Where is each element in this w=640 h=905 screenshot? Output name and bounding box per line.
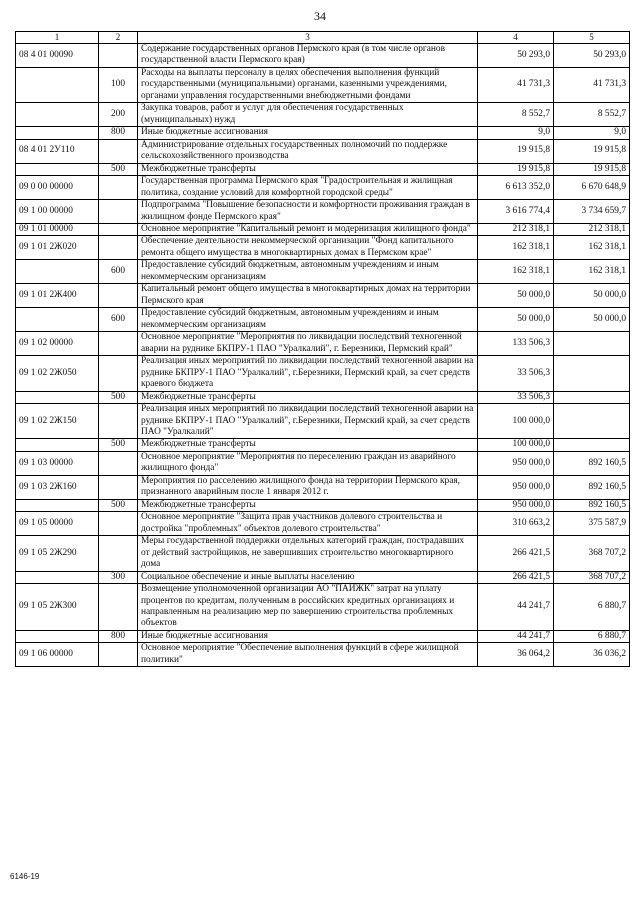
row-code (16, 260, 99, 284)
row-name: Межбюджетные трансферты (138, 499, 478, 511)
row-value-col5: 50 000,0 (554, 308, 630, 332)
column-header-1: 1 (16, 32, 99, 44)
row-name: Основное мероприятие "Защита прав участников долевого строительства и достройка "проблемных" объектов долевого строительства" (138, 512, 478, 536)
row-code (16, 103, 99, 127)
row-value-col4: 3 616 774,4 (478, 200, 554, 224)
row-name: Межбюджетные трансферты (138, 391, 478, 403)
row-value-col4: 162 318,1 (478, 260, 554, 284)
row-name: Иные бюджетные ассигнования (138, 630, 478, 642)
row-expense-type: 800 (99, 127, 138, 139)
row-value-col5: 8 552,7 (554, 103, 630, 127)
row-value-col4: 212 318,1 (478, 224, 554, 236)
table-row (16, 103, 630, 127)
row-expense-type: 100 (99, 67, 138, 102)
row-name: Основное мероприятие "Мероприятия по переселению граждан из аварийного жилищного фонда" (138, 451, 478, 475)
row-value-col4: 33 506,3 (478, 391, 554, 403)
row-expense-type (99, 284, 138, 308)
row-expense-type (99, 200, 138, 224)
row-value-col5 (554, 332, 630, 356)
row-value-col4: 19 915,8 (478, 163, 554, 175)
row-name: Капитальный ремонт общего имущества в многоквартирных домах на территории Пермского края (138, 284, 478, 308)
row-value-col4: 162 318,1 (478, 236, 554, 260)
column-header-2: 2 (99, 32, 138, 44)
row-expense-type: 800 (99, 630, 138, 642)
row-value-col4: 44 241,7 (478, 584, 554, 631)
row-expense-type (99, 332, 138, 356)
row-expense-type (99, 404, 138, 439)
row-value-col5: 6 670 648,9 (554, 176, 630, 200)
row-value-col5 (554, 404, 630, 439)
table-row (16, 332, 630, 356)
row-expense-type (99, 475, 138, 499)
row-expense-type (99, 139, 138, 163)
row-expense-type: 600 (99, 308, 138, 332)
column-header-5: 5 (554, 32, 630, 44)
row-value-col5: 368 707,2 (554, 571, 630, 583)
table-row (16, 200, 630, 224)
table-row (16, 630, 630, 642)
table-row (16, 43, 630, 67)
row-expense-type: 500 (99, 163, 138, 175)
row-name: Основное мероприятие "Капитальный ремонт и модернизация жилищного фонда" (138, 224, 478, 236)
row-name: Основное мероприятие "Мероприятия по ликвидации последствий техногенной аварии на руднике БКПРУ-1 ПАО "Уралкалий", г. Березники, Пермский край" (138, 332, 478, 356)
row-value-col5: 50 000,0 (554, 284, 630, 308)
row-name: Межбюджетные трансферты (138, 439, 478, 451)
table-row (16, 163, 630, 175)
table-row (16, 224, 630, 236)
row-value-col4: 950 000,0 (478, 499, 554, 511)
row-value-col4: 9,0 (478, 127, 554, 139)
row-value-col5 (554, 439, 630, 451)
row-value-col5: 9,0 (554, 127, 630, 139)
row-expense-type: 500 (99, 439, 138, 451)
row-value-col4: 50 000,0 (478, 308, 554, 332)
row-code: 09 1 05 2Ж300 (16, 584, 99, 631)
row-code (16, 499, 99, 511)
row-value-col5 (554, 356, 630, 391)
row-expense-type (99, 643, 138, 667)
row-value-col4: 41 731,3 (478, 67, 554, 102)
row-value-col4: 950 000,0 (478, 475, 554, 499)
footer-code: 6146-19 (10, 872, 40, 881)
row-code (16, 439, 99, 451)
row-value-col4: 19 915,8 (478, 139, 554, 163)
row-name: Меры государственной поддержки отдельных категорий граждан, пострадавших от действий застройщиков, не завершивших строительство многоквартирного дома (138, 536, 478, 571)
row-code (16, 163, 99, 175)
row-value-col5: 6 880,7 (554, 630, 630, 642)
row-code: 09 1 05 2Ж290 (16, 536, 99, 571)
table-row (16, 308, 630, 332)
row-name: Реализация иных мероприятий по ликвидации последствий техногенной аварии на руднике БКПРУ-1 ПАО "Уралкалий", г.Березники, Пермский край, за счет средств ПАО "Уралкалий" (138, 404, 478, 439)
row-value-col4: 266 421,5 (478, 536, 554, 571)
row-expense-type (99, 43, 138, 67)
table-row (16, 356, 630, 391)
row-expense-type: 500 (99, 391, 138, 403)
row-code (16, 571, 99, 583)
row-value-col5: 162 318,1 (554, 260, 630, 284)
row-value-col5: 212 318,1 (554, 224, 630, 236)
row-name: Администрирование отдельных государственных полномочий по поддержке сельскохозяйственного производства (138, 139, 478, 163)
page-number: 34 (314, 9, 326, 23)
row-expense-type (99, 356, 138, 391)
row-expense-type: 200 (99, 103, 138, 127)
row-code: 09 1 01 2Ж020 (16, 236, 99, 260)
budget-table (15, 31, 630, 667)
row-name: Обеспечение деятельности некоммерческой организации "Фонд капитального ремонта общего имущества в многоквартирных домах в Пермском крае" (138, 236, 478, 260)
row-code: 09 1 02 00000 (16, 332, 99, 356)
table-row (16, 176, 630, 200)
row-name: Основное мероприятие "Обеспечение выполнения функций в сфере жилищной политики" (138, 643, 478, 667)
row-value-col5: 50 293,0 (554, 43, 630, 67)
row-name: Предоставление субсидий бюджетным, автономным учреждениям и иным некоммерческим организациям (138, 260, 478, 284)
row-value-col4: 133 506,3 (478, 332, 554, 356)
table-row (16, 139, 630, 163)
row-value-col5: 3 734 659,7 (554, 200, 630, 224)
table-row (16, 284, 630, 308)
column-header-3: 3 (138, 32, 478, 44)
row-code: 09 1 05 00000 (16, 512, 99, 536)
row-value-col4: 950 000,0 (478, 451, 554, 475)
row-name: Расходы на выплаты персоналу в целях обеспечения выполнения функций государственными (муниципальными) органами, казенными учреждениями, органами управления государственными внебюджетными фондами (138, 67, 478, 102)
table-row (16, 260, 630, 284)
row-expense-type (99, 584, 138, 631)
row-value-col5: 368 707,2 (554, 536, 630, 571)
table-row (16, 127, 630, 139)
row-value-col4: 6 613 352,0 (478, 176, 554, 200)
row-expense-type: 600 (99, 260, 138, 284)
table-row (16, 404, 630, 439)
row-name: Социальное обеспечение и иные выплаты населению (138, 571, 478, 583)
row-name: Межбюджетные трансферты (138, 163, 478, 175)
row-name: Закупка товаров, работ и услуг для обеспечения государственных (муниципальных) нужд (138, 103, 478, 127)
row-code (16, 391, 99, 403)
row-expense-type: 300 (99, 571, 138, 583)
row-value-col4: 44 241,7 (478, 630, 554, 642)
row-code: 09 1 06 00000 (16, 643, 99, 667)
row-expense-type (99, 236, 138, 260)
table-row (16, 643, 630, 667)
table-body (16, 43, 630, 666)
row-expense-type (99, 512, 138, 536)
row-code: 09 0 00 00000 (16, 176, 99, 200)
table-row (16, 439, 630, 451)
row-value-col4: 36 064,2 (478, 643, 554, 667)
row-code: 09 1 02 2Ж050 (16, 356, 99, 391)
row-name: Возмещение уполномоченной организации АО "ПАИЖК" затрат на уплату процентов по кредитам, полученным в российских кредитных организациях и направленным на реализацию мер по завершению строительства проблемных объектов (138, 584, 478, 631)
row-code: 09 1 02 2Ж150 (16, 404, 99, 439)
column-header-4: 4 (478, 32, 554, 44)
row-value-col4: 33 506,3 (478, 356, 554, 391)
row-value-col4: 100 000,0 (478, 439, 554, 451)
row-name: Иные бюджетные ассигнования (138, 127, 478, 139)
row-expense-type (99, 451, 138, 475)
row-code: 09 1 03 00000 (16, 451, 99, 475)
row-value-col4: 310 663,2 (478, 512, 554, 536)
row-name: Реализация иных мероприятий по ликвидации последствий техногенной аварии на руднике БКПРУ-1 ПАО "Уралкалий", г.Березники, Пермский край, за счет средств краевого бюджета (138, 356, 478, 391)
table-row (16, 475, 630, 499)
row-code (16, 630, 99, 642)
table-row (16, 536, 630, 571)
column-number-row (16, 32, 630, 44)
row-name: Подпрограмма "Повышение безопасности и комфортности проживания граждан в жилищном фонде Пермского края" (138, 200, 478, 224)
row-code (16, 308, 99, 332)
row-expense-type: 500 (99, 499, 138, 511)
row-expense-type (99, 536, 138, 571)
table-row (16, 67, 630, 102)
row-code: 08 4 01 2У110 (16, 139, 99, 163)
row-name: Предоставление субсидий бюджетным, автономным учреждениям и иным некоммерческим организациям (138, 308, 478, 332)
row-value-col5: 41 731,3 (554, 67, 630, 102)
row-code: 09 1 00 00000 (16, 200, 99, 224)
row-value-col5: 375 587,9 (554, 512, 630, 536)
row-value-col5: 162 318,1 (554, 236, 630, 260)
table-row (16, 451, 630, 475)
row-value-col5: 6 880,7 (554, 584, 630, 631)
row-name: Мероприятия по расселению жилищного фонда на территории Пермского края, признанного аварийным после 1 января 2012 г. (138, 475, 478, 499)
row-value-col5: 36 036,2 (554, 643, 630, 667)
table-row (16, 236, 630, 260)
row-value-col5: 19 915,8 (554, 139, 630, 163)
row-value-col4: 50 000,0 (478, 284, 554, 308)
row-code: 08 4 01 00090 (16, 43, 99, 67)
row-value-col4: 100 000,0 (478, 404, 554, 439)
row-expense-type (99, 224, 138, 236)
row-value-col4: 50 293,0 (478, 43, 554, 67)
row-code: 09 1 01 2Ж400 (16, 284, 99, 308)
table-row (16, 571, 630, 583)
row-code (16, 67, 99, 102)
row-value-col5: 19 915,8 (554, 163, 630, 175)
table-row (16, 499, 630, 511)
row-code: 09 1 01 00000 (16, 224, 99, 236)
table-row (16, 584, 630, 631)
row-expense-type (99, 176, 138, 200)
table-row (16, 391, 630, 403)
row-value-col5: 892 160,5 (554, 499, 630, 511)
row-code (16, 127, 99, 139)
row-value-col5 (554, 391, 630, 403)
table-row (16, 512, 630, 536)
row-code: 09 1 03 2Ж160 (16, 475, 99, 499)
row-value-col4: 266 421,5 (478, 571, 554, 583)
row-name: Государственная программа Пермского края "Градостроительная и жилищная политика, создание условий для комфортной городской среды" (138, 176, 478, 200)
row-value-col5: 892 160,5 (554, 475, 630, 499)
row-value-col5: 892 160,5 (554, 451, 630, 475)
row-value-col4: 8 552,7 (478, 103, 554, 127)
row-name: Содержание государственных органов Пермского края (в том числе органов государственной власти Пермского края) (138, 43, 478, 67)
